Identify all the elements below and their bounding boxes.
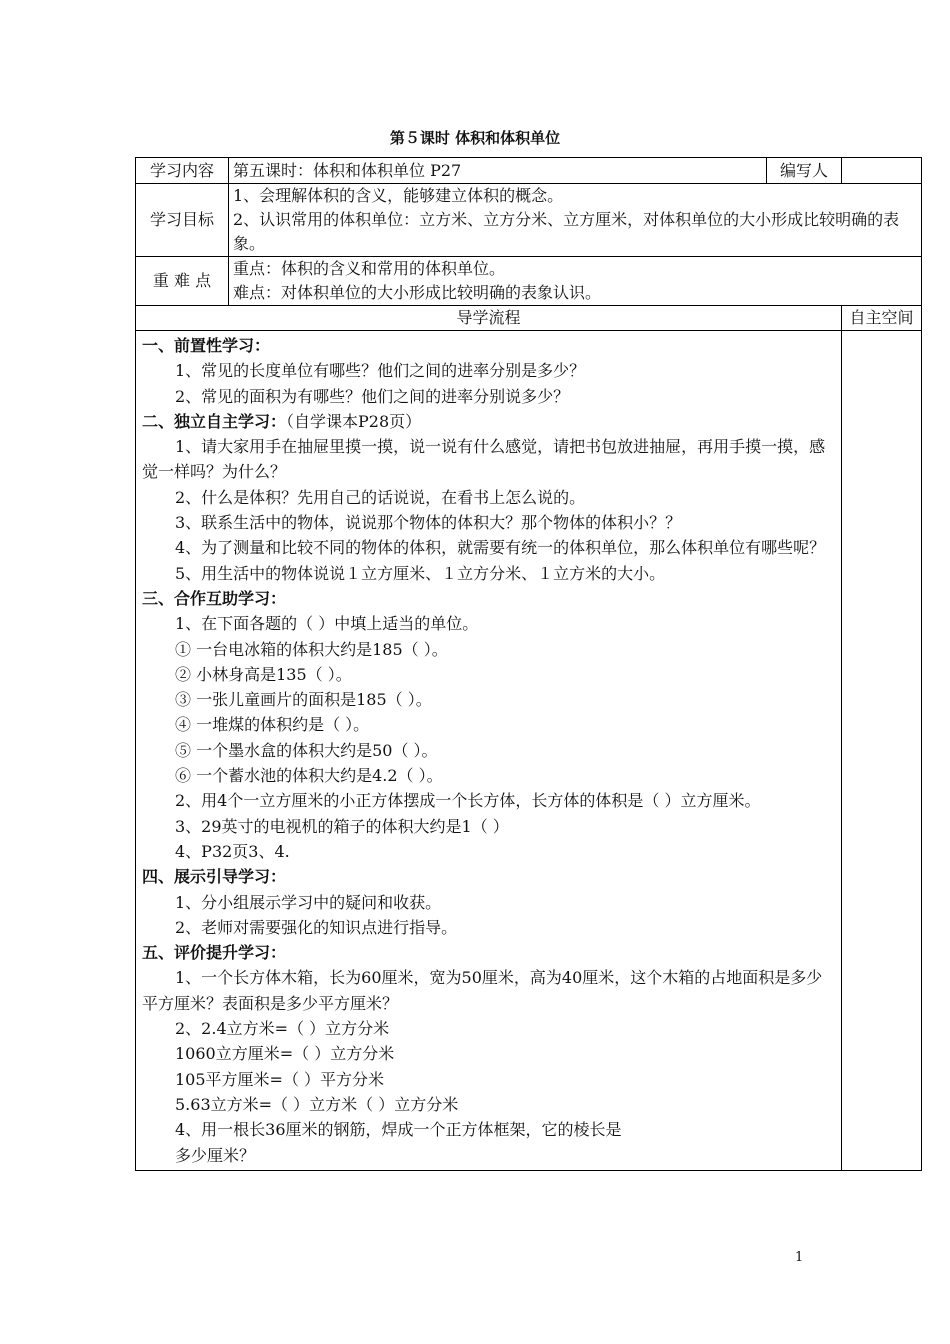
goal-item: 2、认识常用的体积单位：立方米、立方分米、立方厘米，对体积单位的大小形成比较明确的表象。 xyxy=(233,210,900,253)
list-item: 1、请大家用手在抽屉里摸一摸，说一说有什么感觉，请把书包放进抽屉，再用手摸一摸，感觉一样吗？为什么？ xyxy=(142,437,826,482)
flow-content xyxy=(136,331,842,1171)
header-row xyxy=(136,158,922,184)
flow-body-row xyxy=(136,331,922,1171)
list-item: 4、P32页3、4. xyxy=(175,841,290,861)
section-title: 二、独立自主学习： xyxy=(142,411,287,431)
list-item: 2、老师对需要强化的知识点进行指导。 xyxy=(175,917,458,937)
goal-item: 1、会理解体积的含义，能够建立体积的概念。 xyxy=(233,186,564,205)
content-label: 学习内容 xyxy=(136,158,229,184)
section-title: 三、合作互助学习： xyxy=(142,588,287,608)
list-item: 1、在下面各题的（ ）中填上适当的单位。 xyxy=(175,614,479,634)
sub-item: ④ 一堆煤的体积约是（ ）。 xyxy=(175,715,370,735)
section-title: 四、展示引导学习： xyxy=(142,867,287,887)
goals-label: 学习目标 xyxy=(136,184,229,257)
list-item: 2、常见的面积为有哪些？他们之间的进率分别说多少？ xyxy=(175,386,570,406)
author-label: 编写人 xyxy=(767,158,842,184)
keypoints-label: 重 难 点 xyxy=(136,257,229,306)
keypoint-item: 重点：体积的含义和常用的体积单位。 xyxy=(233,259,506,278)
list-item: 105平方厘米=（ ）平方分米 xyxy=(175,1069,385,1089)
sub-item: ⑥ 一个蓄水池的体积大约是4.2（ ）。 xyxy=(175,766,443,786)
list-item: 1、分小组展示学习中的疑问和收获。 xyxy=(175,892,442,912)
keypoint-item: 难点：对体积单位的大小形成比较明确的表象认识。 xyxy=(233,283,602,302)
list-item: 2、什么是体积？先用自己的话说说，在看书上怎么说的。 xyxy=(175,487,586,507)
sub-item: ① 一台电冰箱的体积大约是185（ ）。 xyxy=(175,639,448,659)
list-item: 5.63立方米=（ ）立方米（ ）立方分米 xyxy=(175,1094,459,1114)
keypoints-row xyxy=(136,257,922,306)
section-heading-2 xyxy=(142,409,837,434)
page-number: 1 xyxy=(795,1250,804,1265)
keypoints-content xyxy=(229,257,922,306)
goals-row xyxy=(136,184,922,257)
list-item: 3、29英寸的电视机的箱子的体积大约是1（ ） xyxy=(175,816,509,836)
list-item: 2、2.4立方米=（ ）立方分米 xyxy=(175,1019,390,1039)
goals-content xyxy=(229,184,922,257)
sub-item: ② 小林身高是135（ ）。 xyxy=(175,664,352,684)
space-column-title: 自主空间 xyxy=(842,306,922,331)
list-item: 多少厘米？ xyxy=(175,1145,256,1165)
section-note: （自学课本P28页） xyxy=(286,411,422,431)
section-title: 五、评价提升学习： xyxy=(142,943,287,963)
lesson-table xyxy=(135,157,922,1171)
list-item: 2、用4个一立方厘米的小正方体摆成一个长方体，长方体的体积是（ ）立方厘米。 xyxy=(175,791,761,811)
list-item: 1、一个长方体木箱，长为60厘米，宽为50厘米，高为40厘米，这个木箱的占地面积是多少平方厘米？表面积是多少平方厘米？ xyxy=(142,968,823,1013)
list-item: 3、联系生活中的物体，说说那个物体的体积大？那个物体的体积小？？ xyxy=(175,513,682,533)
page-title: 第５课时 体积和体积单位 xyxy=(389,129,561,147)
sub-item: ③ 一张儿童画片的面积是185（ ）。 xyxy=(175,690,432,710)
flow-header-row xyxy=(136,306,922,331)
list-item: 5、用生活中的物体说说１立方厘米、１立方分米、１立方米的大小。 xyxy=(175,563,666,583)
list-item: 4、用一根长36厘米的钢筋，焊成一个正方体框架，它的棱长是 xyxy=(175,1120,622,1140)
section-title: 一、前置性学习： xyxy=(142,336,271,355)
list-item: 1、常见的长度单位有哪些？他们之间的进率分别是多少？ xyxy=(175,361,586,381)
flow-column-title: 导学流程 xyxy=(136,306,842,331)
author-value xyxy=(842,158,922,184)
list-item: 1060立方厘米=（ ）立方分米 xyxy=(175,1044,395,1064)
list-item: 4、为了测量和比较不同的物体的体积，就需要有统一的体积单位，那么体积单位有哪些呢？ xyxy=(175,538,826,558)
sub-item: ⑤ 一个墨水盒的体积大约是50（ ）。 xyxy=(175,740,438,760)
self-study-space xyxy=(842,331,922,1171)
content-value: 第五课时：体积和体积单位 P27 xyxy=(229,158,767,184)
